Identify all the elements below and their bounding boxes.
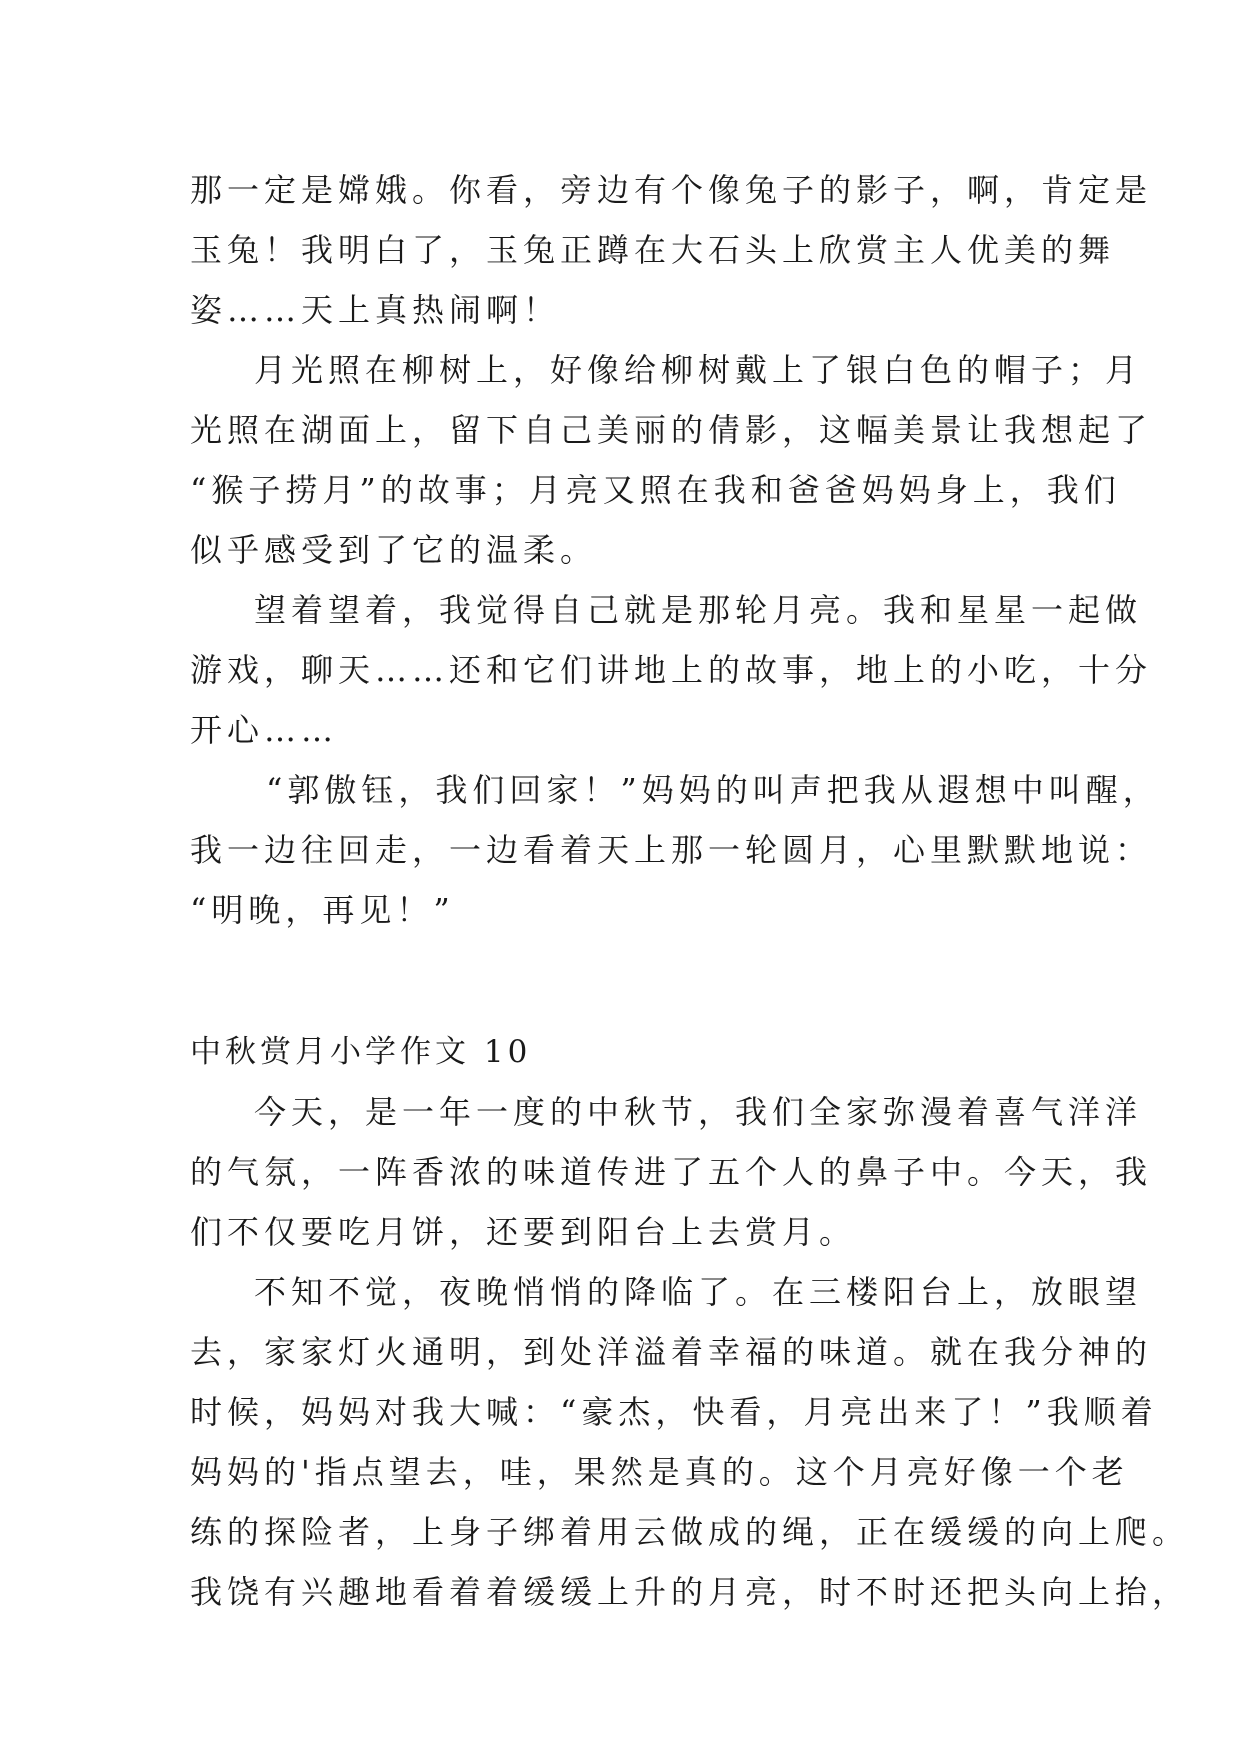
text-line: 时候，妈妈对我大喊：“豪杰，快看，月亮出来了！”我顺着 [190, 1393, 1158, 1431]
section-spacer [190, 940, 1050, 1022]
text-line: 我饶有兴趣地看着着缓缓上升的月亮，时不时还把头向上抬， [190, 1573, 1190, 1611]
text-line: 开心…… [190, 711, 339, 749]
text-line: “明晚，再见！” [190, 891, 455, 929]
paragraph [190, 1082, 1153, 1262]
text-line: 的气氛，一阵香浓的味道传进了五个人的鼻子中。今天，我 [190, 1153, 1153, 1191]
paragraph [190, 340, 1153, 580]
paragraph [190, 580, 1153, 760]
text-line: 不知不觉，夜晚悄悄的降临了。在三楼阳台上，放眼望 [254, 1273, 1143, 1311]
section-heading: 中秋赏月小学作文 10 [190, 1034, 532, 1070]
text-line: 月光照在柳树上，好像给柳树戴上了银白色的帽子；月 [254, 351, 1143, 389]
text-line: 似乎感受到了它的温柔。 [190, 531, 598, 569]
text-line: 今天，是一年一度的中秋节，我们全家弥漫着喜气洋洋 [254, 1093, 1143, 1131]
paragraph [190, 760, 1160, 940]
text-line: 们不仅要吃月饼，还要到阳台上去赏月。 [190, 1213, 857, 1251]
text-line: 游戏，聊天……还和它们讲地上的故事，地上的小吃，十分 [190, 651, 1153, 689]
text-line: 姿……天上真热闹啊！ [190, 291, 561, 329]
text-line: 练的探险者，上身子绑着用云做成的绳，正在缓缓的向上爬。 [190, 1513, 1190, 1551]
text-line: 望着望着，我觉得自己就是那轮月亮。我和星星一起做 [254, 591, 1143, 629]
document-page [190, 160, 1190, 1622]
text-line: 妈妈的'指点望去，哇，果然是真的。这个月亮好像一个老 [190, 1453, 1129, 1491]
text-line: 我一边往回走，一边看着天上那一轮圆月，心里默默地说： [190, 831, 1153, 869]
text-line: 光照在湖面上，留下自己美丽的倩影，这幅美景让我想起了 [190, 411, 1153, 449]
paragraph [190, 1262, 1190, 1622]
text-line: “郭傲钰，我们回家！”妈妈的叫声把我从遐想中叫醒， [266, 771, 1160, 809]
text-line: 去，家家灯火通明，到处洋溢着幸福的味道。就在我分神的 [190, 1333, 1153, 1371]
text-line: “猴子捞月”的故事；月亮又照在我和爸爸妈妈身上，我们 [190, 471, 1121, 509]
paragraph [190, 160, 1153, 340]
text-line: 玉兔！我明白了，玉兔正蹲在大石头上欣赏主人优美的舞 [190, 231, 1116, 269]
text-line: 那一定是嫦娥。你看，旁边有个像兔子的影子，啊，肯定是 [190, 171, 1153, 209]
